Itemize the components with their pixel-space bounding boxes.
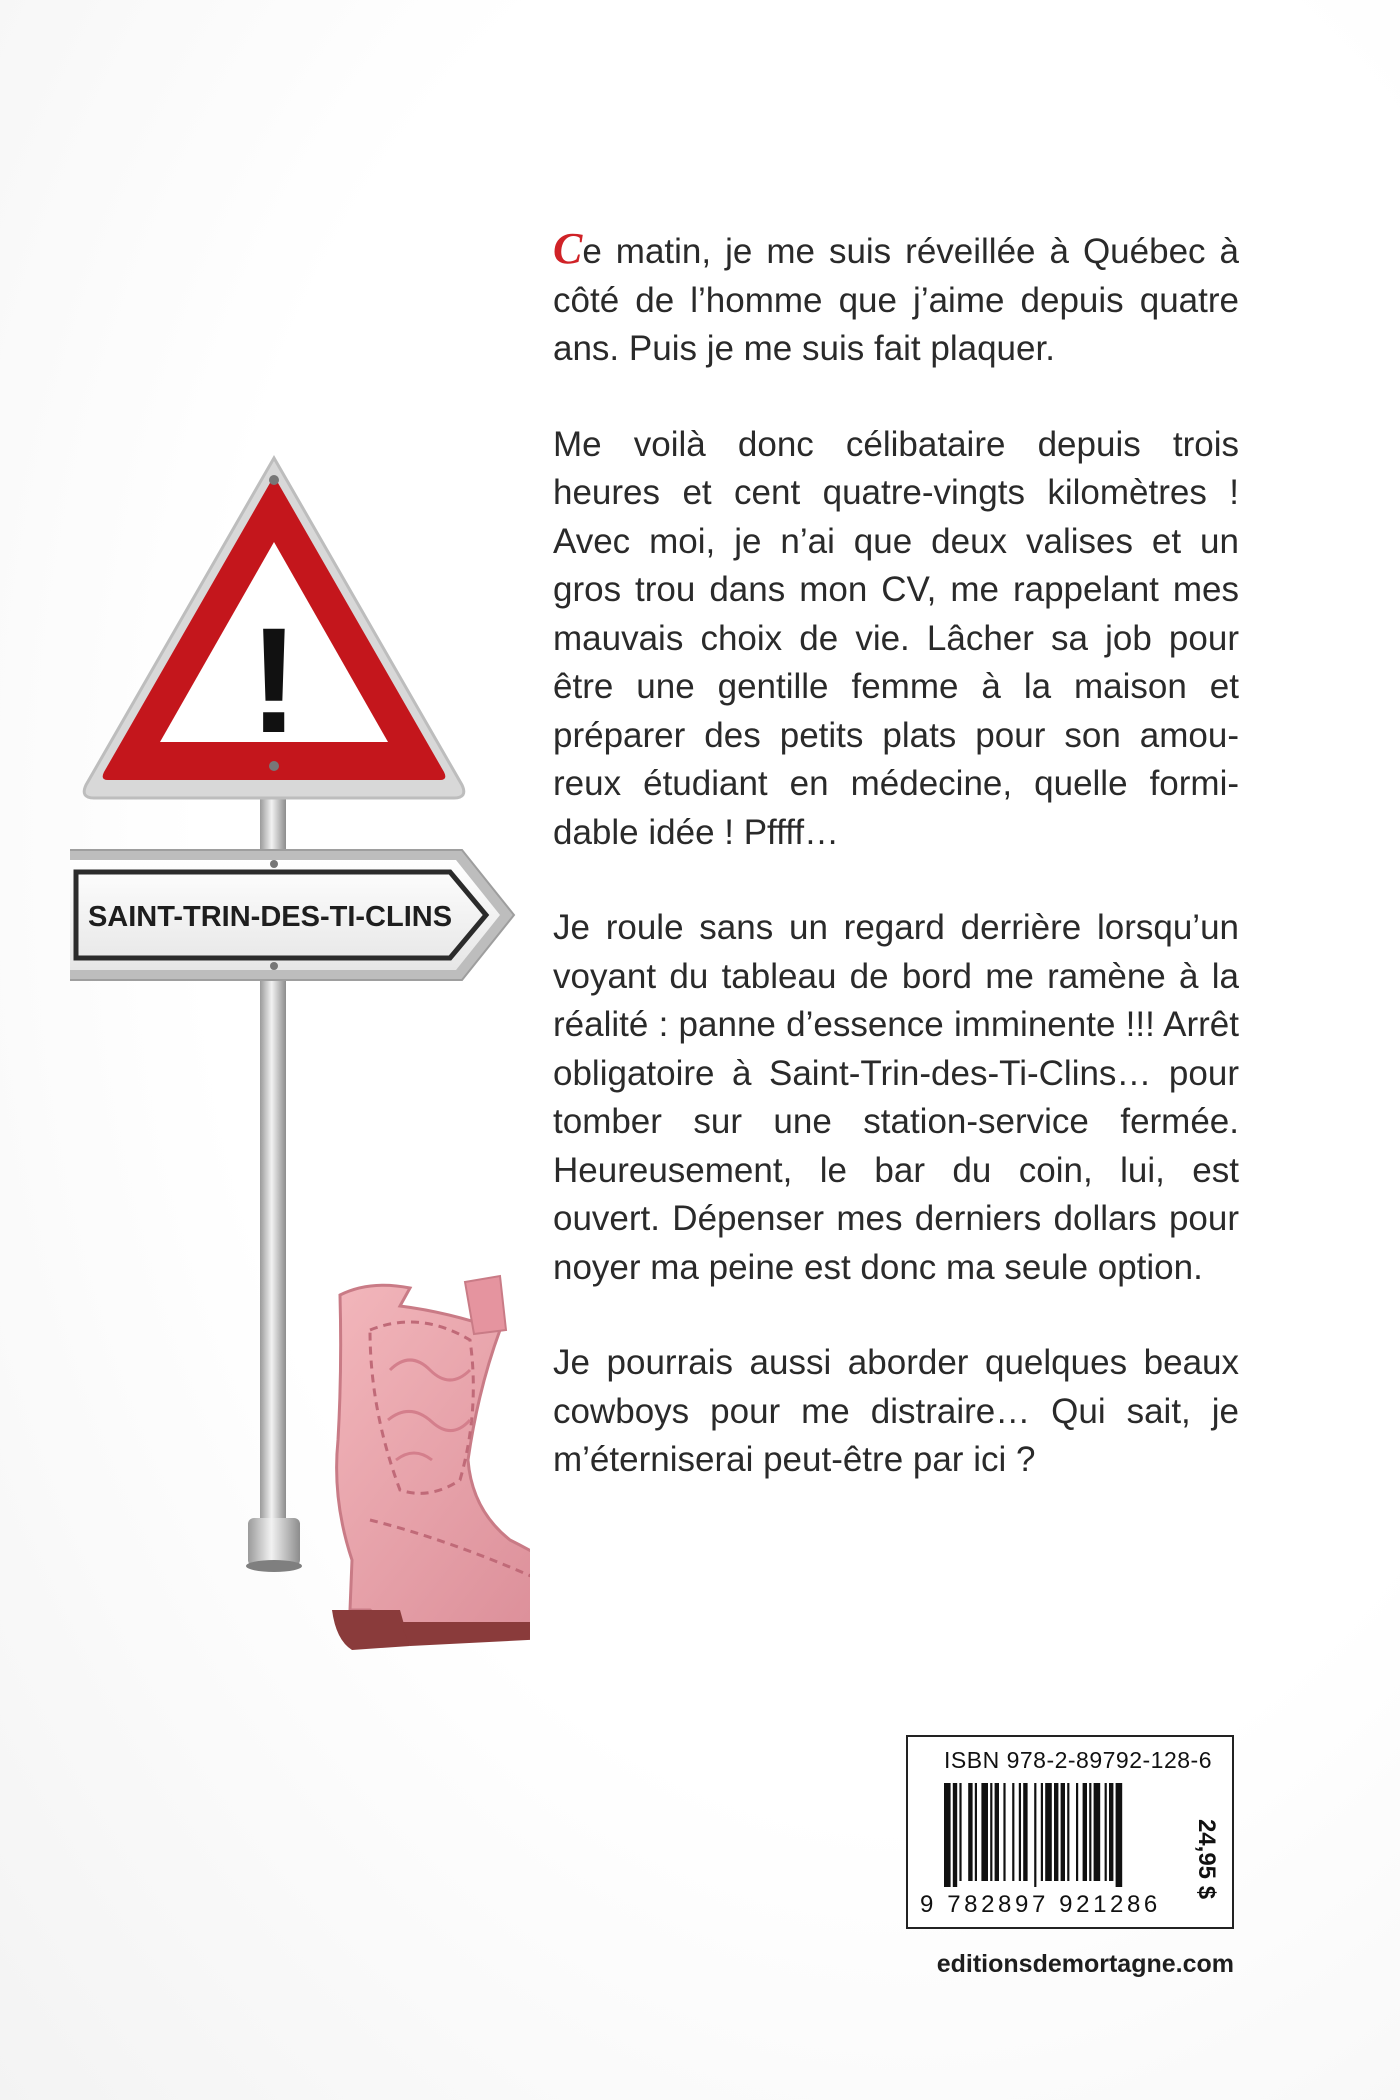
isbn-label: ISBN 978-2-89792-128-6 [944, 1747, 1212, 1773]
barcode-bar [959, 1783, 961, 1881]
blurb-paragraph-2: Me voilà donc célibataire depuis trois heures et cent quatre-vingts kilomètres ! Avec moi, je n’ai que deux valises et un gros trou dans mon CV, me rappelant mes mauvais choix de vie. Lâcher sa job pour être une gentille femme à la maison et préparer des petits plats pour son amoureux étudiant en médecine, quelle formidable idée ! Pffff… [553, 424, 1239, 852]
blurb-paragraph-4: Je pourrais aussi aborder quelques beaux cowboys pour me distraire… Qui sait, je m’éterniserai peut-être par ici ? [553, 1343, 1239, 1479]
barcode-bar [1045, 1783, 1052, 1881]
barcode-bar [944, 1783, 951, 1887]
barcode-bar [953, 1783, 957, 1887]
barcode-bar [1054, 1783, 1058, 1881]
barcode-bar [1083, 1783, 1087, 1881]
barcode-bar [1012, 1783, 1014, 1881]
barcode-bar [1023, 1783, 1027, 1881]
warning-triangle-icon [84, 458, 464, 798]
barcode-bar [1019, 1783, 1021, 1881]
barcode-bar [1094, 1783, 1101, 1881]
barcode-digits: 9 782897 921286 [920, 1891, 1161, 1918]
paragraph-1-text: e matin, je me suis réveillée à Québec à côté de l’homme que j’aime depuis quatre ans. Puis je me suis fait plaquer. [553, 232, 1239, 368]
barcode-bar [1067, 1783, 1069, 1881]
barcode-icon [944, 1783, 1176, 1887]
illustration [70, 450, 530, 1650]
barcode-bar [1105, 1783, 1107, 1881]
barcode-bar [981, 1783, 988, 1881]
blurb-paragraph-1 [553, 225, 1239, 374]
direction-sign-label: SAINT-TRIN-DES-TI-CLINS [87, 901, 453, 933]
barcode-block [906, 1735, 1234, 1929]
barcode-bar [1116, 1783, 1123, 1887]
blurb-paragraph-3: Je roule sans un regard derrière lorsqu’un voyant du tableau de bord me ramène à la réalité : panne d’essence imminente !!! Arrêt obligatoire à Saint-Trin-des-Ti-Clins… pour tomber sur une station-service fermée. Heureusement, le bar du coin, lui, est ouvert. Dépenser mes derniers dollars pour noyer ma peine est donc ma seule option. [553, 908, 1239, 1287]
back-cover-blurb [553, 225, 1239, 1532]
price-label [1186, 1799, 1226, 1919]
barcode-bar [990, 1783, 992, 1881]
barcode-bar [975, 1783, 977, 1881]
barcode-bar [1109, 1783, 1113, 1881]
barcode-bar [1076, 1783, 1078, 1881]
barcode-bar [968, 1783, 972, 1881]
barcode-bar [995, 1783, 999, 1881]
cowboy-boot-icon [332, 1276, 530, 1650]
barcode-bar [1034, 1783, 1036, 1887]
price-text: 24,95 $ [1193, 1818, 1220, 1900]
barcode-bar [1041, 1783, 1043, 1881]
warning-exclamation-icon: ! [249, 596, 299, 764]
barcode-bar [1089, 1783, 1091, 1881]
direction-arrow-sign-icon [70, 850, 514, 980]
drop-cap: C [553, 224, 583, 273]
barcode-bar [1061, 1783, 1065, 1881]
barcode-bar [1003, 1783, 1005, 1881]
publisher-website: editionsdemortagne.com [936, 1950, 1234, 1978]
